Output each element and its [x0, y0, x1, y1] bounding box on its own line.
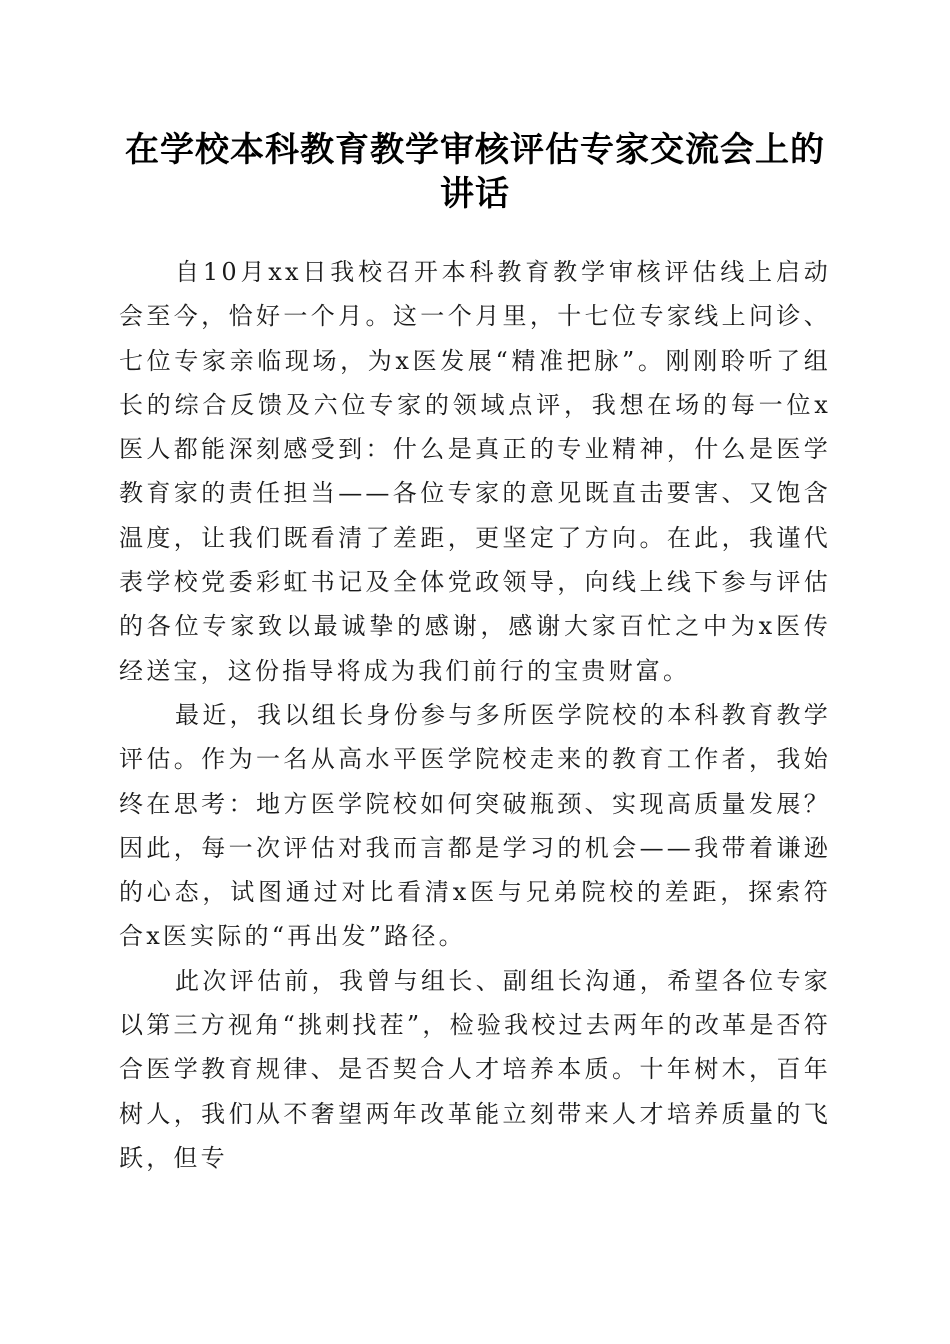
document-body: [119, 250, 831, 1180]
paragraph-3: 此次评估前，我曾与组长、副组长沟通，希望各位专家以第三方视角“挑刺找茬”，检验我校过去两年的改革是否符合医学教育规律、是否契合人才培养本质。十年树木，百年树人，我们从不奢望两年改革能立刻带来人才培养质量的飞跃，但专: [119, 966, 831, 1172]
paragraph-2: 最近，我以组长身份参与多所医学院校的本科教育教学评估。作为一名从高水平医学院校走来的教育工作者，我始终在思考：地方医学院校如何突破瓶颈、实现高质量发展？因此，每一次评估对我而言都是学习的机会——我带着谦逊的心态，试图通过对比看清x医与兄弟院校的差距，探索符合x医实际的“再出发”路径。: [119, 700, 831, 951]
document-title: 在学校本科教育教学审核评估专家交流会上的讲话: [125, 130, 825, 214]
paragraph-1: 自10月xx日我校召开本科教育教学审核评估线上启动会至今，恰好一个月。这一个月里，十七位专家线上问诊、七位专家亲临现场，为x医发展“精准把脉”。刚刚聆听了组长的综合反馈及六位专家的领域点评，我想在场的每一位x医人都能深刻感受到：什么是真正的专业精神，什么是医学教育家的责任担当——各位专家的意见既直击要害、又饱含温度，让我们既看清了差距，更坚定了方向。在此，我谨代表学校党委彩虹书记及全体党政领导，向线上线下参与评估的各位专家致以最诚挚的感谢，感谢大家百忙之中为x医传经送宝，这份指导将成为我们前行的宝贵财富。: [119, 258, 831, 685]
